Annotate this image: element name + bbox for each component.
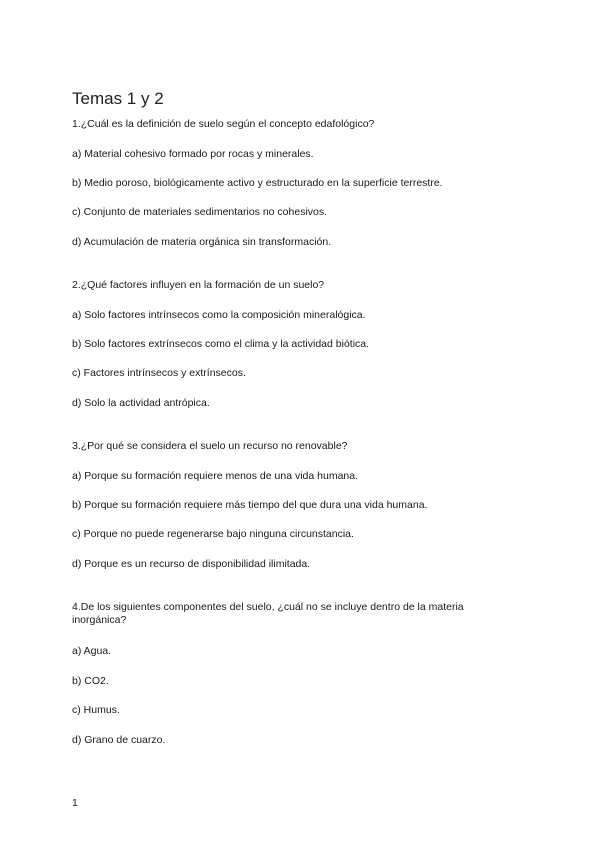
question-3-option-d: d) Porque es un recurso de disponibilidad ilimitada. xyxy=(72,558,311,570)
question-1-option-d: d) Acumulación de materia orgánica sin transformación. xyxy=(72,236,332,248)
page-number: 1 xyxy=(72,797,78,809)
question-4-text: 4.De los siguientes componentes del suelo, ¿cuál no se incluye dentro de la materia inorgánica? xyxy=(72,601,464,626)
question-1-option-a: a) Material cohesivo formado por rocas y minerales. xyxy=(72,148,314,160)
question-3-option-c: c) Porque no puede regenerarse bajo ninguna circunstancia. xyxy=(72,528,354,540)
question-2-option-d: d) Solo la actividad antrópica. xyxy=(72,397,210,409)
question-4-option-a: a) Agua. xyxy=(72,645,112,657)
question-1-text: 1.¿Cuál es la definición de suelo según el concepto edafológico? xyxy=(72,118,375,130)
question-4-option-d: d) Grano de cuarzo. xyxy=(72,734,166,746)
question-2-option-a: a) Solo factores intrínsecos como la composición mineralógica. xyxy=(72,309,366,321)
question-1-option-c: c) Conjunto de materiales sedimentarios no cohesivos. xyxy=(72,206,328,218)
question-4-option-c: c) Humus. xyxy=(72,704,120,716)
question-2-text: 2.¿Qué factores influyen en la formación de un suelo? xyxy=(72,279,325,291)
question-1-option-b: b) Medio poroso, biológicamente activo y estructurado en la superficie terrestre. xyxy=(72,177,443,189)
question-2-option-c: c) Factores intrínsecos y extrínsecos. xyxy=(72,367,246,379)
question-3-option-b: b) Porque su formación requiere más tiempo del que dura una vida humana. xyxy=(72,499,428,511)
question-4-option-b: b) CO2. xyxy=(72,675,109,687)
page-title: Temas 1 y 2 xyxy=(72,89,164,108)
question-2-option-b: b) Solo factores extrínsecos como el clima y la actividad biótica. xyxy=(72,338,370,350)
question-3-text: 3.¿Por qué se considera el suelo un recurso no renovable? xyxy=(72,440,348,452)
question-3-option-a: a) Porque su formación requiere menos de una vida humana. xyxy=(72,470,359,482)
